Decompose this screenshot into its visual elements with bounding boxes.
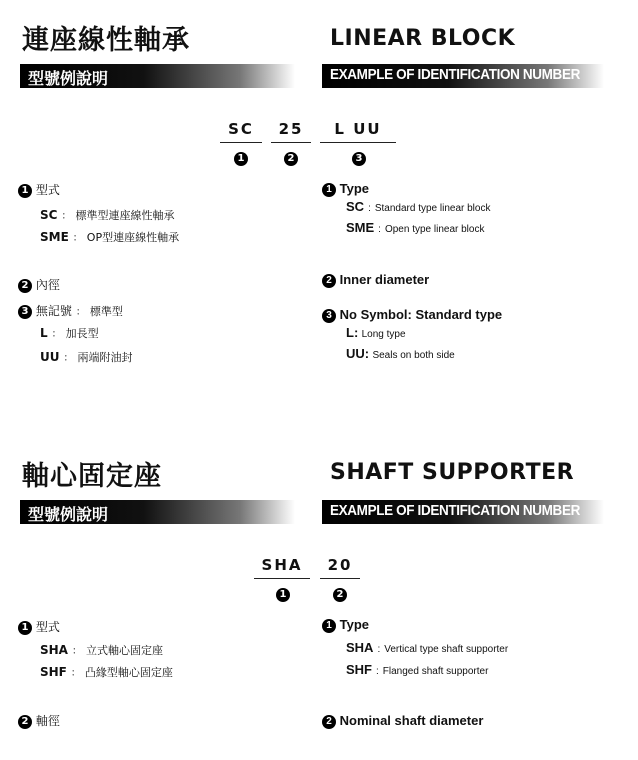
linear-code-part-1: SC bbox=[228, 120, 254, 138]
shaft-en-bar-label: EXAMPLE OF IDENTIFICATION NUMBER bbox=[330, 502, 580, 519]
number-badge-icon: 2 bbox=[322, 274, 336, 288]
number-badge-icon: 2 bbox=[322, 715, 336, 729]
linear-code-num-1: 1 bbox=[234, 148, 248, 167]
number-badge-icon: 1 bbox=[18, 184, 32, 198]
linear-en-sub-uu: UU: Seals on both side bbox=[346, 346, 455, 361]
linear-code-underline-2 bbox=[271, 142, 311, 143]
linear-code-num-2: 2 bbox=[284, 148, 298, 167]
linear-zh-sub-uu: UU ： 兩端附油封 bbox=[40, 350, 133, 364]
shaft-zh-item-1: 1 型式 bbox=[18, 618, 60, 635]
linear-zh-bar-label: 型號例說明 bbox=[28, 69, 109, 88]
linear-code-underline-1 bbox=[220, 142, 262, 143]
number-badge-icon: 2 bbox=[18, 279, 32, 293]
linear-en-item-2: 2 Inner diameter bbox=[322, 272, 429, 288]
shaft-code-num-1: 1 bbox=[276, 584, 290, 603]
linear-code-part-3: L UU bbox=[334, 120, 382, 138]
linear-en-bar-label: EXAMPLE OF IDENTIFICATION NUMBER bbox=[330, 66, 580, 83]
linear-code-part-2: 25 bbox=[278, 120, 304, 138]
linear-zh-item-1 bbox=[18, 181, 60, 198]
linear-code-underline-3 bbox=[320, 142, 396, 143]
linear-zh-bar bbox=[20, 64, 295, 88]
number-badge-icon: 3 bbox=[18, 305, 32, 319]
linear-en-item-3: 3 No Symbol: Standard type bbox=[322, 307, 502, 323]
linear-zh-sub-l: L ： 加長型 bbox=[40, 326, 99, 340]
shaft-code-part-1: SHA bbox=[261, 556, 303, 574]
linear-en-sub-sme: SME : Open type linear block bbox=[346, 220, 485, 235]
linear-zh-item-3: 3 無記號 ： 標準型 bbox=[18, 302, 123, 319]
linear-en-item-1: 1 Type bbox=[322, 181, 369, 197]
shaft-zh-sub-sha: SHA ： 立式軸心固定座 bbox=[40, 643, 163, 657]
shaft-en-sub-sha: SHA : Vertical type shaft supporter bbox=[346, 640, 509, 655]
linear-en-sub-sc: SC : Standard type linear block bbox=[346, 199, 491, 214]
linear-zh-item-1-label: 型式 bbox=[35, 183, 60, 197]
linear-en-bar bbox=[322, 64, 604, 88]
linear-zh-sub-sme: SME ： OP型連座線性軸承 bbox=[40, 230, 180, 244]
shaft-code-underline-1 bbox=[254, 578, 310, 579]
shaft-en-title: SHAFT SUPPORTER bbox=[330, 460, 575, 485]
shaft-zh-title: 軸心固定座 bbox=[22, 461, 162, 492]
shaft-en-item-2: 2 Nominal shaft diameter bbox=[322, 713, 483, 729]
number-badge-icon: 1 bbox=[322, 619, 336, 633]
shaft-code-part-2: 20 bbox=[327, 556, 353, 574]
shaft-zh-bar-label: 型號例說明 bbox=[28, 505, 109, 524]
number-badge-icon: 2 bbox=[18, 715, 32, 729]
shaft-en-sub-shf: SHF : Flanged shaft supporter bbox=[346, 662, 489, 677]
number-badge-icon: 1 bbox=[18, 621, 32, 635]
linear-code-num-3: 3 bbox=[352, 148, 366, 167]
shaft-zh-sub-shf: SHF ： 凸緣型軸心固定座 bbox=[40, 665, 173, 679]
shaft-en-item-1: 1 Type bbox=[322, 617, 369, 633]
linear-en-title: LINEAR BLOCK bbox=[330, 26, 516, 51]
shaft-en-bar bbox=[322, 500, 604, 524]
shaft-zh-item-2: 2 軸徑 bbox=[18, 712, 60, 729]
shaft-code-underline-2 bbox=[320, 578, 360, 579]
number-badge-icon: 3 bbox=[322, 309, 336, 323]
linear-zh-item-2: 2 內徑 bbox=[18, 276, 60, 293]
shaft-code-num-2: 2 bbox=[333, 584, 347, 603]
shaft-zh-bar bbox=[20, 500, 295, 524]
linear-zh-sub-sc: SC ： 標準型連座線性軸承 bbox=[40, 208, 175, 222]
linear-en-sub-l: L: Long type bbox=[346, 325, 406, 340]
linear-zh-title: 連座線性軸承 bbox=[22, 25, 190, 56]
number-badge-icon: 1 bbox=[322, 183, 336, 197]
